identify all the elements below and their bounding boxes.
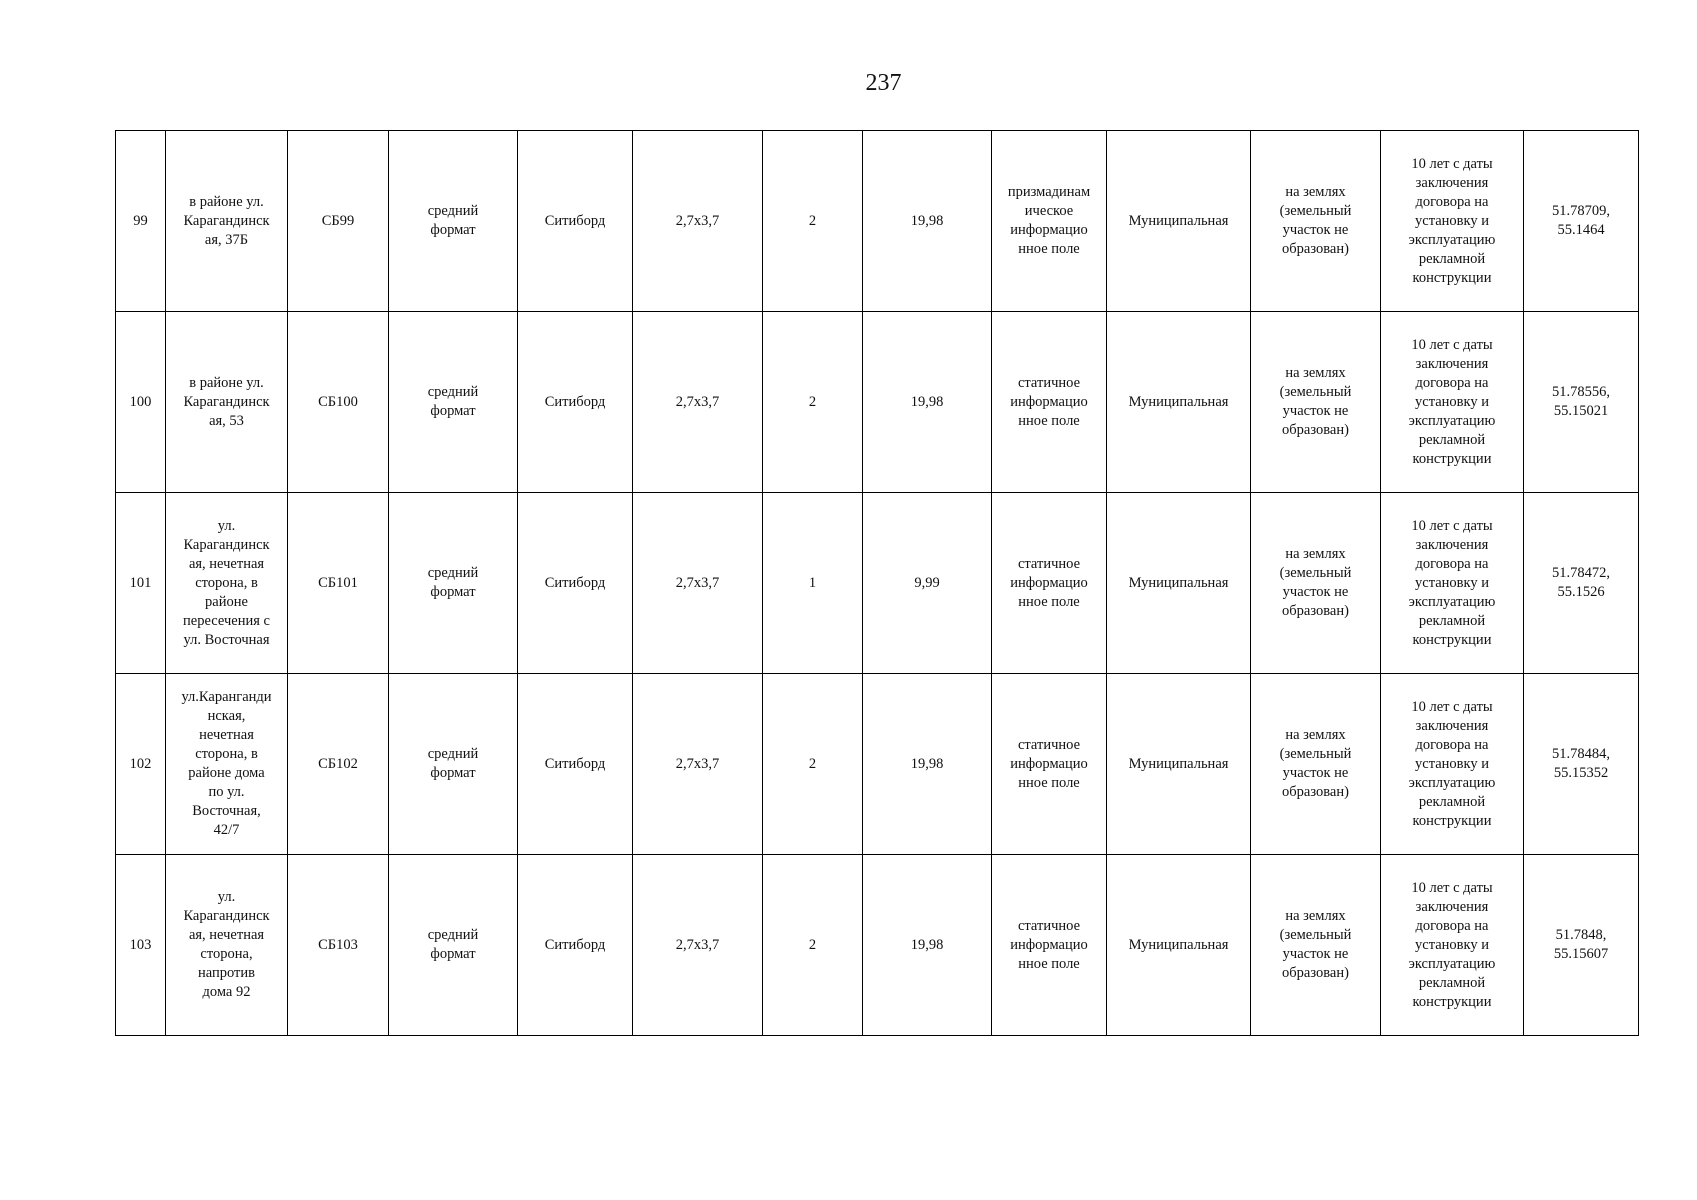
cell-term: 10 лет с даты заключения договора на установку и эксплуатацию рекламной конструкции [1381,131,1524,312]
cell-sides: 2 [763,131,863,312]
cell-ownership: Муниципальная [1107,312,1251,493]
cell-type: Ситиборд [518,312,633,493]
cell-land: на землях (земельный участок не образован) [1251,312,1381,493]
cell-coords: 51.7848, 55.15607 [1524,855,1639,1036]
cell-sides: 2 [763,312,863,493]
cell-type: Ситиборд [518,131,633,312]
cell-code: СБ100 [288,312,389,493]
cell-term: 10 лет с даты заключения договора на установку и эксплуатацию рекламной конструкции [1381,674,1524,855]
cell-format: средний формат [389,493,518,674]
table-row [116,312,1639,493]
cell-num: 99 [116,131,166,312]
cell-field: статичное информацио нное поле [992,312,1107,493]
cell-field: статичное информацио нное поле [992,493,1107,674]
table-row [116,674,1639,855]
cell-land: на землях (земельный участок не образован) [1251,855,1381,1036]
cell-area: 19,98 [863,131,992,312]
cell-ownership: Муниципальная [1107,493,1251,674]
cell-num: 101 [116,493,166,674]
cell-field: призмадинам ическое информацио нное поле [992,131,1107,312]
cell-size: 2,7х3,7 [633,312,763,493]
cell-sides: 2 [763,855,863,1036]
cell-code: СБ102 [288,674,389,855]
table-body [116,131,1639,1036]
cell-term: 10 лет с даты заключения договора на установку и эксплуатацию рекламной конструкции [1381,493,1524,674]
cell-format: средний формат [389,855,518,1036]
page-number: 237 [865,70,902,96]
cell-size: 2,7х3,7 [633,855,763,1036]
cell-sides: 2 [763,674,863,855]
cell-term: 10 лет с даты заключения договора на установку и эксплуатацию рекламной конструкции [1381,312,1524,493]
cell-area: 19,98 [863,674,992,855]
cell-area: 19,98 [863,855,992,1036]
cell-type: Ситиборд [518,855,633,1036]
cell-area: 19,98 [863,312,992,493]
cell-ownership: Муниципальная [1107,131,1251,312]
cell-num: 102 [116,674,166,855]
cell-format: средний формат [389,674,518,855]
cell-size: 2,7х3,7 [633,674,763,855]
cell-address: в районе ул. Карагандинск ая, 37Б [166,131,288,312]
cell-term: 10 лет с даты заключения договора на установку и эксплуатацию рекламной конструкции [1381,855,1524,1036]
table-row [116,131,1639,312]
cell-coords: 51.78556, 55.15021 [1524,312,1639,493]
cell-coords: 51.78484, 55.15352 [1524,674,1639,855]
cell-type: Ситиборд [518,493,633,674]
advertising-structures-table [115,130,1639,1036]
cell-coords: 51.78709, 55.1464 [1524,131,1639,312]
cell-ownership: Муниципальная [1107,855,1251,1036]
cell-format: средний формат [389,131,518,312]
table-row [116,855,1639,1036]
cell-size: 2,7х3,7 [633,131,763,312]
cell-ownership: Муниципальная [1107,674,1251,855]
cell-code: СБ103 [288,855,389,1036]
cell-code: СБ99 [288,131,389,312]
cell-area: 9,99 [863,493,992,674]
cell-land: на землях (земельный участок не образован) [1251,493,1381,674]
cell-code: СБ101 [288,493,389,674]
cell-format: средний формат [389,312,518,493]
cell-coords: 51.78472, 55.1526 [1524,493,1639,674]
cell-size: 2,7х3,7 [633,493,763,674]
cell-land: на землях (земельный участок не образован) [1251,674,1381,855]
cell-land: на землях (земельный участок не образован) [1251,131,1381,312]
cell-address: в районе ул. Карагандинск ая, 53 [166,312,288,493]
cell-type: Ситиборд [518,674,633,855]
cell-sides: 1 [763,493,863,674]
cell-address: ул.Каранганди нская, нечетная сторона, в районе дома по ул. Восточная, 42/7 [166,674,288,855]
table-row [116,493,1639,674]
cell-field: статичное информацио нное поле [992,855,1107,1036]
cell-field: статичное информацио нное поле [992,674,1107,855]
cell-num: 100 [116,312,166,493]
cell-num: 103 [116,855,166,1036]
cell-address: ул. Карагандинск ая, нечетная сторона, напротив дома 92 [166,855,288,1036]
cell-address: ул. Карагандинск ая, нечетная сторона, в районе пересечения с ул. Восточная [166,493,288,674]
